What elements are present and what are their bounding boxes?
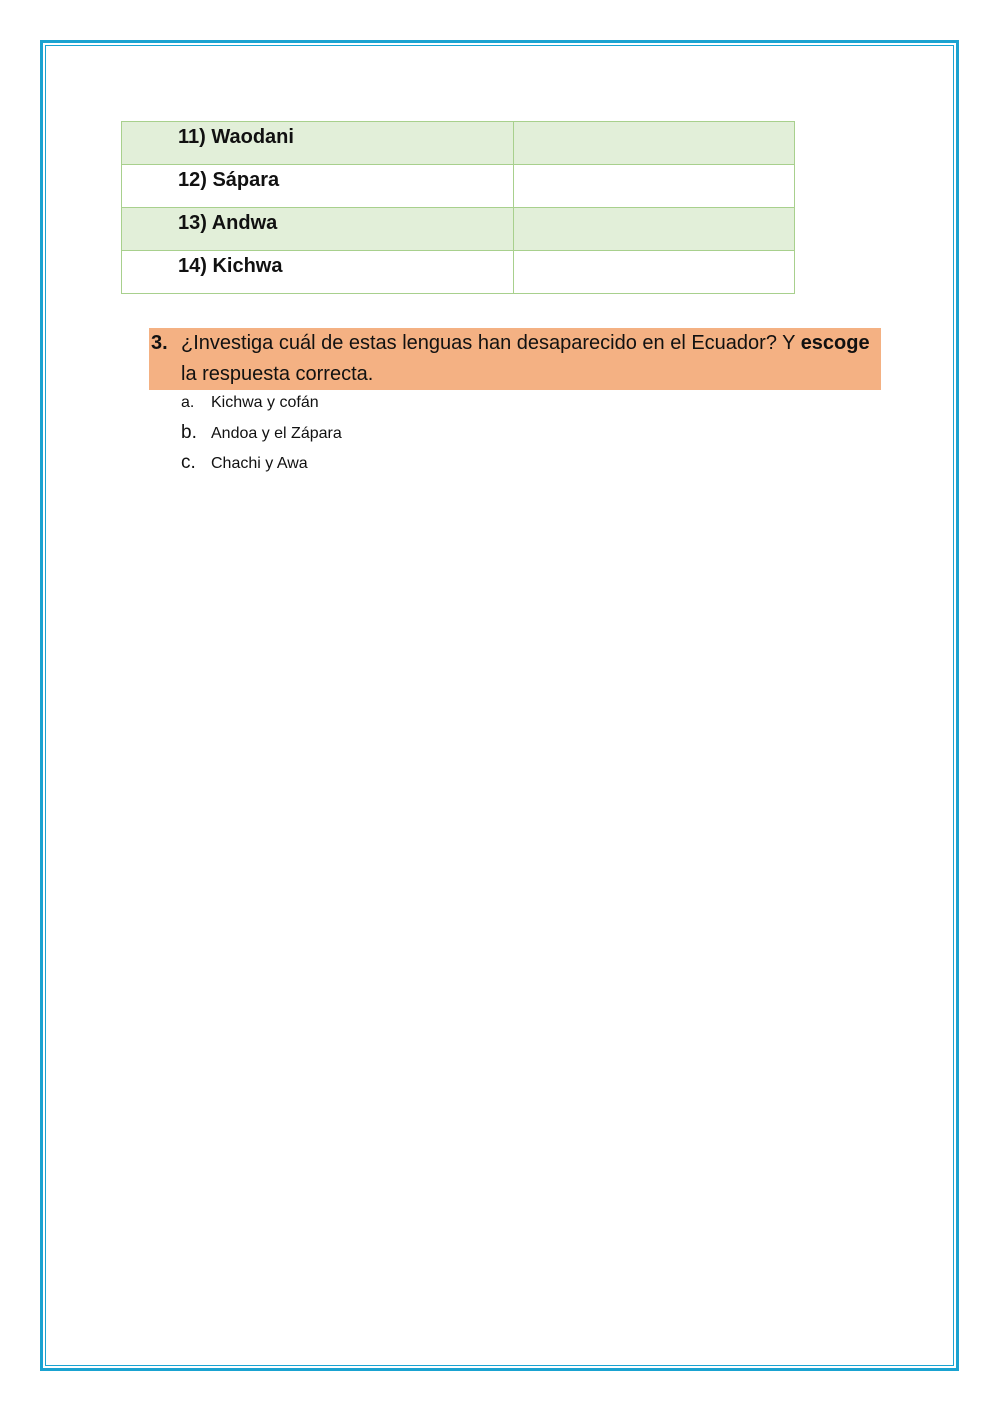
table-row (122, 165, 795, 208)
option-b[interactable] (181, 420, 342, 450)
table-row (122, 122, 795, 165)
option-text: Kichwa y cofán (211, 394, 319, 411)
option-a[interactable] (181, 390, 342, 420)
option-letter: b. (181, 422, 197, 443)
question-text-bold: escoge (800, 332, 870, 354)
table-row (122, 251, 795, 294)
language-name: 11) Waodani (122, 122, 514, 165)
language-name: 12) Sápara (122, 165, 514, 208)
question-text-part2: la respuesta correcta. (181, 363, 374, 385)
question-text (181, 328, 871, 390)
table-row (122, 208, 795, 251)
answer-options (181, 390, 342, 480)
answer-cell[interactable] (514, 122, 795, 165)
answer-cell[interactable] (514, 251, 795, 294)
answer-cell[interactable] (514, 208, 795, 251)
option-c[interactable] (181, 450, 342, 480)
option-letter: c. (181, 452, 196, 473)
question-3-box (149, 328, 881, 390)
option-letter: a. (181, 394, 195, 411)
option-text: Chachi y Awa (211, 455, 308, 472)
question-text-part1: ¿Investiga cuál de estas lenguas han desaparecido en el Ecuador? Y (181, 332, 801, 354)
option-text: Andoa y el Zápara (211, 425, 342, 442)
language-table (121, 121, 795, 294)
question-number: 3. (151, 332, 168, 354)
language-name: 13) Andwa (122, 208, 514, 251)
language-name: 14) Kichwa (122, 251, 514, 294)
answer-cell[interactable] (514, 165, 795, 208)
